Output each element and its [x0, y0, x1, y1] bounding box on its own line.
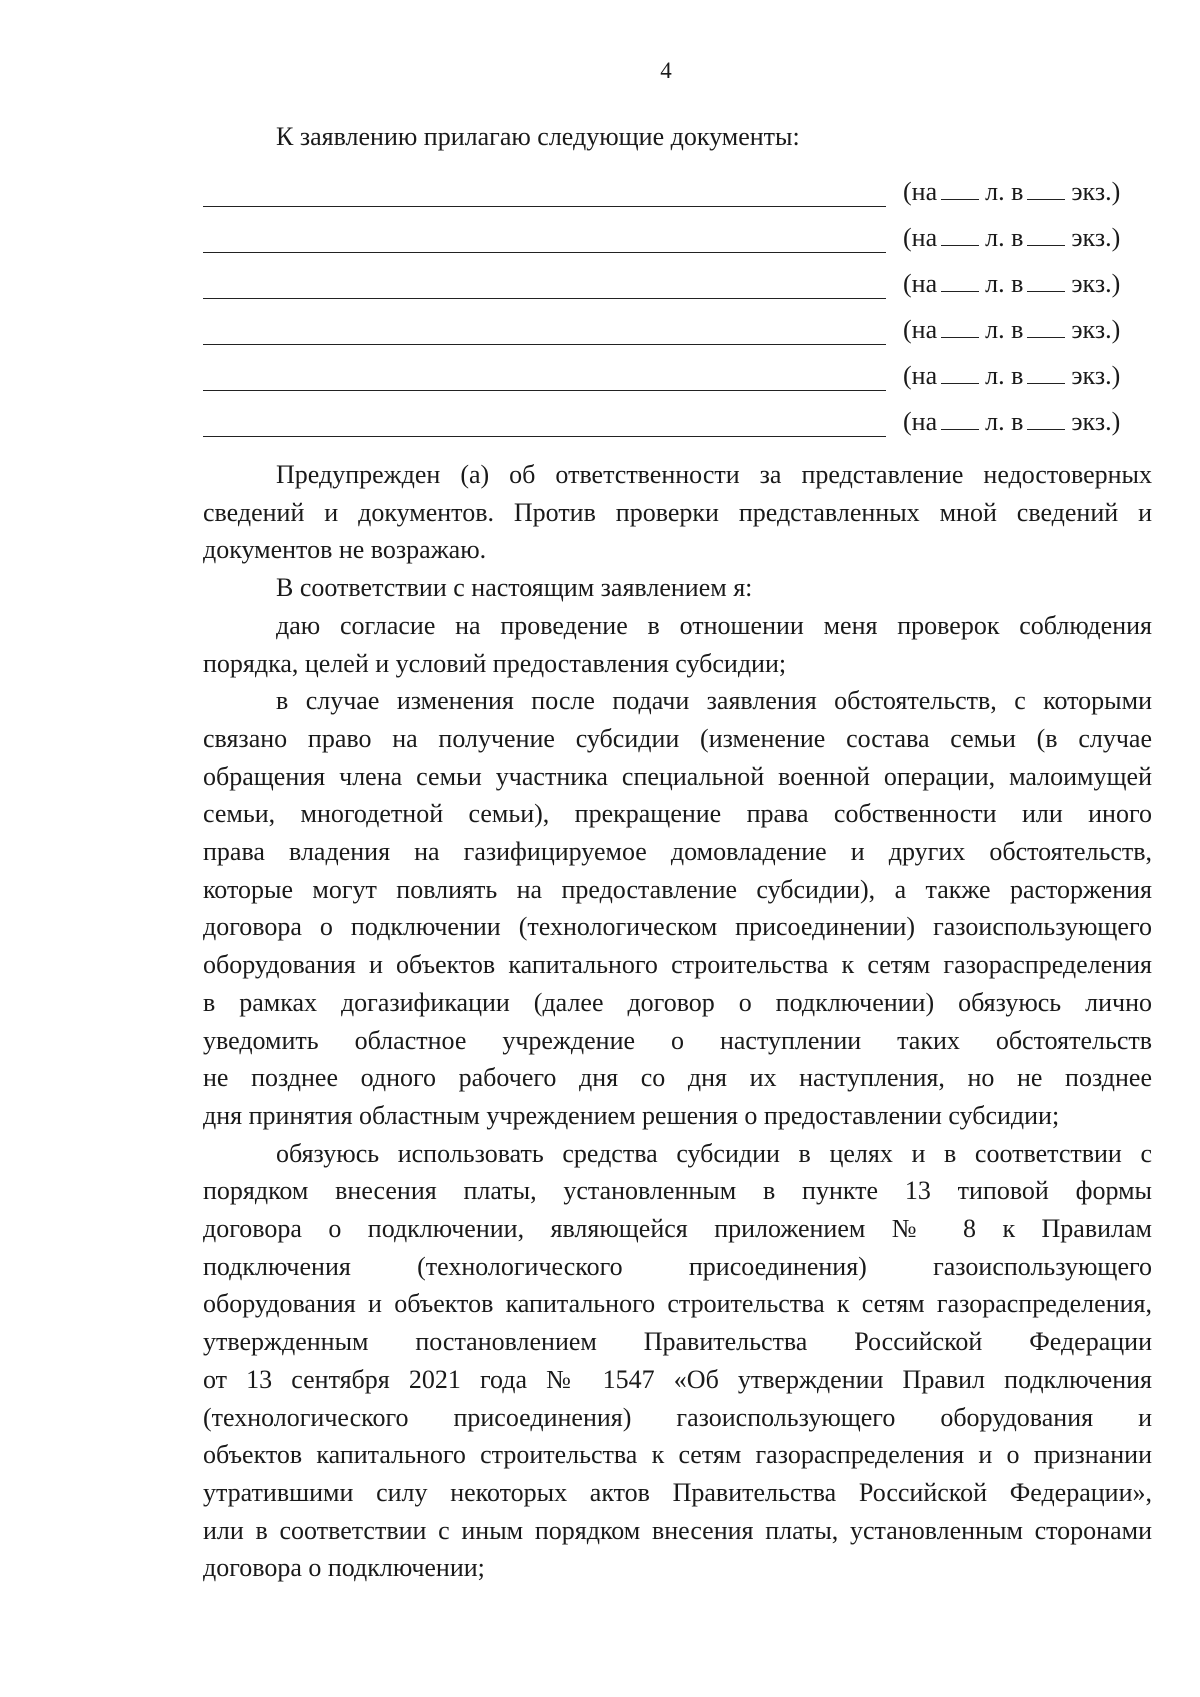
attachment-row: [203, 312, 1152, 358]
attachment-name-blank[interactable]: [203, 206, 886, 207]
attachment-count: [903, 174, 1152, 210]
paragraph-line: договора о подключении (технологическом присоединении) газоиспользующего: [203, 912, 1152, 942]
sheets-count-blank[interactable]: [941, 405, 979, 430]
paragraph-line: от 13 сентября 2021 года № 1547 «Об утверждении Правил подключения: [203, 1364, 1152, 1394]
paragraph-line: семьи, многодетной семьи), прекращение права собственности или иного: [203, 799, 1152, 829]
attachment-prefix: (на: [903, 177, 938, 206]
paragraph-line: договора о подключении, являющейся приложением № 8 к Правилам: [203, 1214, 1152, 1244]
paragraph-line: Предупрежден (а) об ответственности за представление недостоверных: [276, 460, 1152, 489]
paragraph-line: даю согласие на проведение в отношении меня проверок соблюдения: [276, 610, 1152, 640]
paragraph-line: обязуюсь использовать средства субсидии в целях и в соответствии с: [276, 1138, 1152, 1168]
attachment-prefix: (на: [903, 269, 938, 298]
attachment-name-blank[interactable]: [203, 344, 886, 345]
paragraph-line: утвержденным постановлением Правительства Российской Федерации: [203, 1327, 1152, 1357]
page-number: 4: [660, 58, 672, 83]
attachment-suffix: экз.): [1071, 315, 1121, 344]
sheets-count-blank[interactable]: [941, 221, 979, 246]
paragraph-line: порядком внесения платы, установленным в пункте 13 типовой формы: [203, 1176, 1152, 1206]
copies-count-blank[interactable]: [1027, 221, 1065, 246]
attachment-suffix: экз.): [1071, 407, 1121, 436]
attachment-prefix: (на: [903, 315, 938, 344]
paragraph-line: утратившими силу некоторых актов Правительства Российской Федерации»,: [203, 1477, 1152, 1507]
attachment-middle: л. в: [985, 361, 1024, 390]
paragraph-line: подключения (технологического присоединения) газоиспользующего: [203, 1251, 1152, 1281]
attachment-name-blank[interactable]: [203, 298, 886, 299]
declaration-text: [203, 456, 1152, 1587]
attachment-suffix: экз.): [1071, 223, 1121, 252]
attachment-row: [203, 358, 1152, 404]
attachment-count: [903, 404, 1152, 440]
attachment-count: [903, 312, 1152, 348]
attachment-middle: л. в: [985, 407, 1024, 436]
attachment-prefix: (на: [903, 361, 938, 390]
paragraph-line: права владения на газифицируемое домовладение и других обстоятельств,: [203, 837, 1152, 867]
copies-count-blank[interactable]: [1027, 405, 1065, 430]
paragraph-line: договора о подключении;: [203, 1553, 485, 1583]
attachment-middle: л. в: [985, 223, 1024, 252]
paragraph-line: обращения члена семьи участника специальной военной операции, малоимущей: [203, 761, 1152, 791]
paragraph-line: сведений и документов. Против проверки представленных мной сведений и: [203, 497, 1152, 527]
attachment-name-blank[interactable]: [203, 252, 886, 253]
paragraph: [203, 607, 1152, 682]
attachment-count: [903, 266, 1152, 302]
attachment-count: [903, 220, 1152, 256]
paragraph: [203, 456, 1152, 569]
attachment-row: [203, 220, 1152, 266]
paragraph-line: объектов капитального строительства к сетям газораспределения и о признании: [203, 1440, 1152, 1470]
sheets-count-blank[interactable]: [941, 313, 979, 338]
paragraph-line: В соответствии с настоящим заявлением я:: [276, 573, 753, 603]
attachment-name-blank[interactable]: [203, 390, 886, 391]
attachment-row: [203, 266, 1152, 312]
paragraph-line: оборудования и объектов капитального строительства к сетям газораспределения: [203, 950, 1152, 980]
attachment-name-blank[interactable]: [203, 436, 886, 437]
paragraph-line: порядка, целей и условий предоставления субсидии;: [203, 648, 787, 678]
copies-count-blank[interactable]: [1027, 313, 1065, 338]
paragraph-line: оборудования и объектов капитального строительства к сетям газораспределения,: [203, 1289, 1152, 1319]
attachment-row: [203, 174, 1152, 220]
paragraph-line: уведомить областное учреждение о наступлении таких обстоятельств: [203, 1025, 1152, 1055]
attachment-prefix: (на: [903, 223, 938, 252]
copies-count-blank[interactable]: [1027, 175, 1065, 200]
paragraph-line: или в соответствии с иным порядком внесения платы, установленным сторонами: [203, 1515, 1152, 1545]
attachments-list: [203, 174, 1152, 450]
attachment-suffix: экз.): [1071, 361, 1121, 390]
paragraph-line: документов не возражаю.: [203, 535, 487, 565]
attachment-row: [203, 404, 1152, 450]
sheets-count-blank[interactable]: [941, 267, 979, 292]
attachment-middle: л. в: [985, 315, 1024, 344]
paragraph: [203, 682, 1152, 1134]
attachment-suffix: экз.): [1071, 269, 1121, 298]
sheets-count-blank[interactable]: [941, 175, 979, 200]
paragraph-line: в случае изменения после подачи заявления обстоятельств, с которыми: [276, 686, 1152, 716]
paragraph: [203, 569, 1152, 607]
copies-count-blank[interactable]: [1027, 267, 1065, 292]
attachments-intro: К заявлению прилагаю следующие документы:: [276, 122, 800, 151]
attachment-count: [903, 358, 1152, 394]
attachment-middle: л. в: [985, 177, 1024, 206]
attachment-middle: л. в: [985, 269, 1024, 298]
paragraph-line: не позднее одного рабочего дня со дня их наступления, но не позднее: [203, 1063, 1152, 1093]
sheets-count-blank[interactable]: [941, 359, 979, 384]
attachment-suffix: экз.): [1071, 177, 1121, 206]
attachment-prefix: (на: [903, 407, 938, 436]
paragraph-line: связано право на получение субсидии (изменение состава семьи (в случае: [203, 723, 1152, 753]
paragraph-line: которые могут повлиять на предоставление субсидии), а также расторжения: [203, 874, 1152, 904]
paragraph-line: дня принятия областным учреждением решения о предоставлении субсидии;: [203, 1100, 1060, 1130]
paragraph-line: в рамках догазификации (далее договор о подключении) обязуюсь лично: [203, 987, 1152, 1017]
paragraph-line: (технологического присоединения) газоиспользующего оборудования и: [203, 1402, 1152, 1432]
paragraph: [203, 1135, 1152, 1587]
copies-count-blank[interactable]: [1027, 359, 1065, 384]
